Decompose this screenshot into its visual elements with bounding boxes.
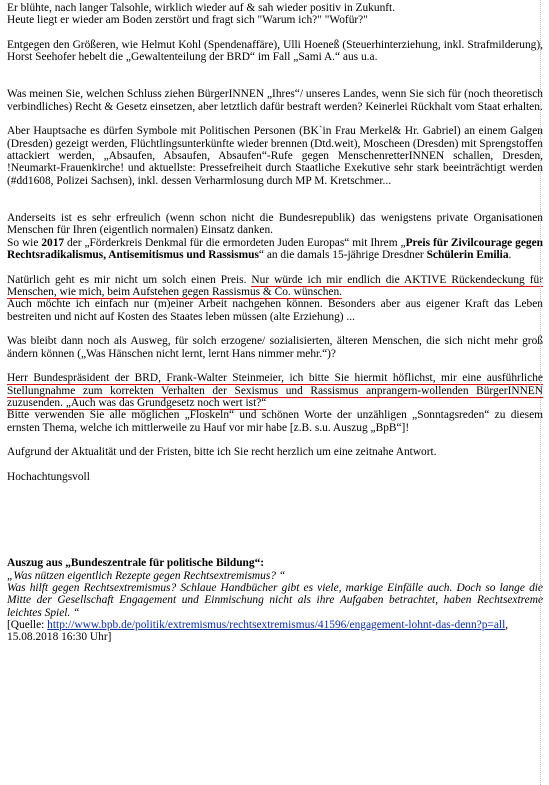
prize-text-1: So wie: [7, 236, 42, 249]
president-request: Herr Bundespräsident der BRD, Frank-Walter Steinmeier, ich bitte Sie hiermit höflichst, mir eine ausführliche Stellungnahme zum korrekten Verhalten der Sexismus und Rassismus anprangern-wollenden BürgerINNEN zuzusenden. „Auch was das Grundgesetz noch wert ist?“: [7, 372, 543, 409]
source-date: , 15.08.2018 16:30 Uhr]: [7, 619, 509, 644]
intro-line-1: Er blühte, nach langer Talsohle, wirklich wieder auf & sah wieder positiv in Zukunft.: [7, 2, 396, 14]
excerpt-heading: Auszug aus „Bundeszentrale für politische Bildung“:: [7, 557, 265, 570]
excerpt-source: [7, 619, 543, 644]
page-margin-marker: [540, 0, 546, 785]
paragraph-president: [7, 372, 543, 409]
prize-name: Preis für Zivilcourage gegen Rechtsradikalismus, Antisemitismus und Rassismus: [7, 236, 543, 261]
paragraph-natural-2: Auch möchte ich einfach nur (m)einer Arbeit nachgehen können. Besonders aber aus eigener Kraft das Leben bestreiten und nicht auf Kosten des Staates leben müssen (alte Erziehung) ...: [7, 298, 543, 323]
prize-recipient: Schülerin Emilia: [426, 248, 509, 261]
paragraph-andererseits: Anderseits ist es sehr erfreulich (wenn schon nicht die Bundesrepublik) das wenigstens private Organisationen Menschen für Ihren (eigentlich normalen) Einsatz danken.: [7, 211, 543, 237]
closing: Hochachtungsvoll: [7, 471, 90, 484]
paragraph-president-2: Bitte verwenden Sie alle möglichen „Floskeln“ und schönen Worte der unzähligen „Sonntagsreden“ zu diesem ernsten Thema, welche ich mittlerweile zu Hauf vor mir habe [z.B. s.u. Auszug „BpB“]!: [7, 409, 543, 434]
paragraph-natural: [7, 274, 543, 299]
paragraph-prize: [7, 237, 543, 262]
prize-year: 2017: [41, 236, 65, 249]
paragraph-conclusion: Was meinen Sie, welchen Schluss ziehen BürgerINNEN „Ihres“/ unseres Landes, wenn Sie sich für (noch theoretisch verbindliches) Recht & Gesetz einsetzen, aber letztlich dafür bestraft werden? Keinerlei Rückhalt vom Staat erhalten.: [7, 88, 543, 113]
excerpt-quote: Was hilft gegen Rechtsextremismus? Schlaue Handbücher gibt es viele, markige Einfälle auch. Doch so lange die Mitte der Gesellschaft Engagement und Einmischung nicht als ihre Aufgaben betrachtet, haben Rechtsextreme leichtes Spiel. “: [7, 582, 543, 619]
paragraph-greats: Entgegen den Größeren, wie Helmut Kohl (Spendenaffäre), Ulli Hoeneß (Steuerhinterziehung, inkl. Strafmilderung), Horst Seehofer hebelt die „Gewaltenteilung der BRD“ im Fall „Sami A.“ aus u.a.: [7, 39, 543, 64]
source-link[interactable]: http://www.bpb.de/politik/extremismus/rechtsextremismus/41596/engagement-lohnt-das-denn?p=all: [47, 619, 506, 632]
paragraph-way: Was bleibt dann noch als Ausweg, für solch erzogene/ sozialisierten, älteren Menschen, die sich nicht mehr groß ändern können („Was Hänschen nicht lernt, lernt Hans nimmer mehr.“)?: [7, 335, 543, 360]
paragraph-symbols: Aber Hauptsache es dürfen Symbole mit Politischen Personen (BK`in Frau Merkel& Hr. Gabriel) an einem Galgen (Dresden) gezeigt werden, Flüchtlingsunterkünfte wieder brennen (Dtd.weit), Moscheen (Dresden) mit Sprengstoffen attackiert werden, „Absaufen, Absaufen, Absaufen“-Rufe gegen MenschenretterINNEN schallen, Dresden, !Neumarkt-Frauenkirche! und aktuellste: Pressefreiheit durch Staatliche Exekutive sehr stark beeinträchtigt werden (#dd1608, Polizei Sachsen), inkl. dessen Verharmlosung durch MP M. Kretschmer...: [7, 125, 543, 187]
prize-text-3: “ an die damals 15-jährige Dresdner: [258, 248, 427, 261]
natural-text-1: Natürlich geht es mir nicht um solch einen Preis.: [7, 273, 252, 286]
natural-underlined: Nur würde ich mir endlich die AKTIVE Rückendeckung für Menschen, wie mich, beim Aufstehen gegen Rassismus & Co. wünschen.: [7, 273, 544, 298]
paragraph-answer: Aufgrund der Aktualität und der Fristen, bitte ich Sie recht herzlich um eine zeitnahe Antwort.: [7, 446, 437, 459]
prize-text-4: .: [508, 248, 512, 261]
excerpt-question: „Was nützen eigentlich Rezepte gegen Rechtsextremismus? “: [7, 569, 286, 582]
prize-text-2: der „Förderkreis Denkmal für die ermordeten Juden Europas“ mit Ihrem „: [64, 236, 406, 249]
intro-line-2: Heute liegt er wieder am Boden zerstört und fragt sich "Warum ich?" "Wofür?": [7, 14, 368, 27]
source-label: [Quelle:: [7, 619, 48, 632]
